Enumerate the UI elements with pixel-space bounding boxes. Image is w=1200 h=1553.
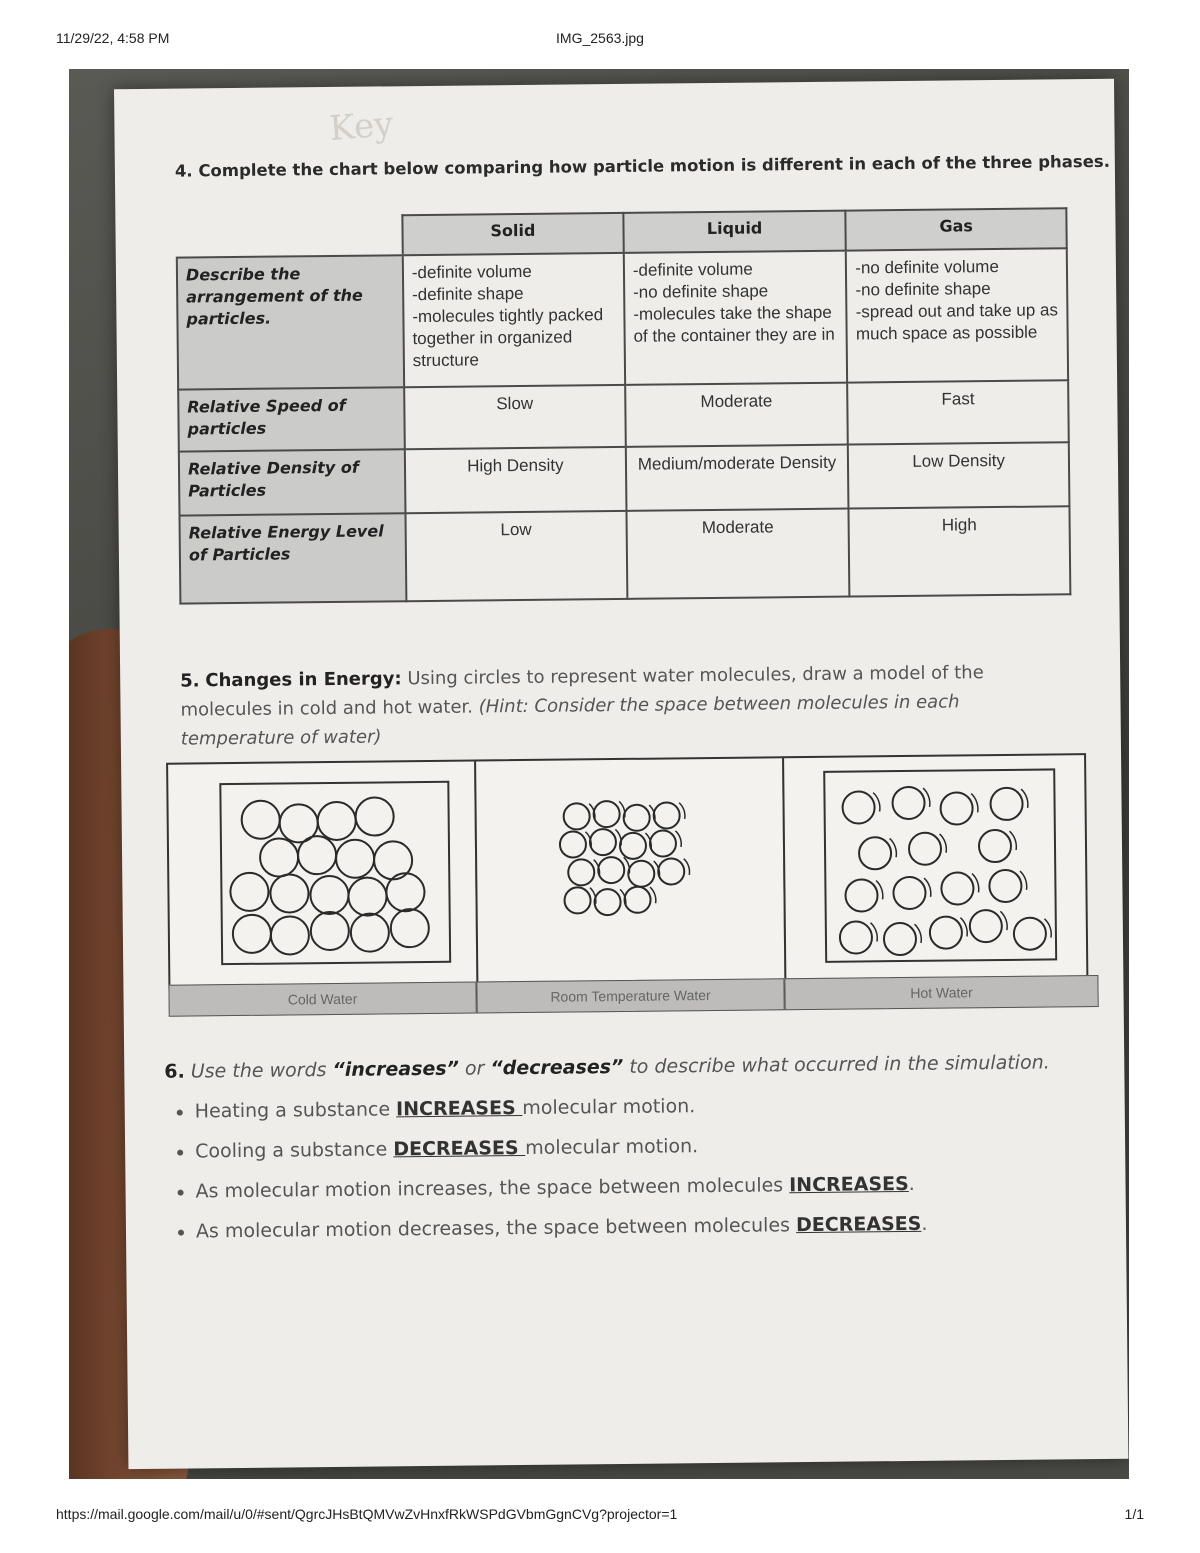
- key-mark: Key: [327, 104, 395, 150]
- molecule-circle: [241, 801, 279, 839]
- molecule-circle: [658, 858, 684, 884]
- cell-solid: -definite volume -definite shape -molecules tightly packed together in organized structure: [403, 253, 625, 387]
- molecule-circle: [351, 913, 389, 951]
- question-title: Changes in Energy:: [205, 668, 402, 692]
- phases-table: [175, 207, 1071, 604]
- hot-water-panel: [782, 753, 1088, 982]
- cell-liquid: Medium/moderate Density: [626, 445, 849, 511]
- word-decreases: “decreases”: [490, 1055, 624, 1080]
- header-liquid: Liquid: [623, 211, 846, 253]
- answer-prompt: Cooling a substance: [195, 1138, 394, 1163]
- caption-hot-water: Hot Water: [784, 975, 1098, 1010]
- print-page-count: 1/1: [1124, 1506, 1144, 1522]
- molecule-circle: [930, 916, 962, 948]
- print-datetime: 11/29/22, 4:58 PM: [56, 30, 170, 46]
- table-row: [178, 380, 1069, 451]
- caption-cold-water: Cold Water: [168, 981, 476, 1016]
- molecule-circle: [628, 861, 654, 887]
- molecule-circle: [598, 857, 624, 883]
- hot-water-drawing: [784, 755, 1086, 980]
- molecule-circle: [348, 877, 386, 915]
- answer-prompt-end: .: [921, 1212, 928, 1235]
- question-suffix: to describe what occurred in the simulation.: [629, 1051, 1050, 1078]
- molecule-circle: [845, 879, 877, 911]
- list-item: [195, 1131, 1095, 1162]
- question-text: Using circles to represent water molecules, draw a model of the molecules in cold and hot water.: [180, 662, 984, 721]
- question-hint: (Hint: Consider the space between molecules in each temperature of water): [180, 691, 960, 750]
- water-models: [166, 753, 1099, 1017]
- question-prefix: Use the words: [190, 1059, 327, 1083]
- molecule-circle: [970, 910, 1002, 942]
- row-label: Relative Density of Particles: [179, 449, 406, 515]
- pdf-header: [56, 30, 1144, 50]
- cold-water-drawing: [168, 762, 476, 987]
- cell-liquid: Moderate: [625, 383, 848, 447]
- cell-solid: Slow: [404, 385, 626, 449]
- question-4: [175, 151, 1115, 183]
- molecule-circle: [892, 787, 924, 819]
- molecule-circle: [941, 872, 973, 904]
- molecule-circle: [568, 859, 594, 885]
- row-label: Relative Energy Level of Particles: [179, 513, 406, 603]
- molecule-circle: [594, 889, 620, 915]
- molecule-circle: [840, 921, 872, 953]
- room-water-drawing: [476, 758, 784, 983]
- molecule-circle: [310, 876, 348, 914]
- print-filename: IMG_2563.jpg: [556, 30, 644, 46]
- molecule-circle: [624, 887, 650, 913]
- answer-prompt-end: .: [908, 1172, 915, 1195]
- molecule-circle: [989, 870, 1021, 902]
- cell-gas: Fast: [847, 380, 1068, 444]
- cell-liquid: -definite volume -no definite shape -molecules take the shape of the container they are in: [624, 251, 848, 385]
- answer-word: INCREASES: [396, 1097, 523, 1121]
- molecule-circle: [271, 916, 309, 954]
- molecule-circle: [859, 837, 891, 869]
- caption-room-water: Room Temperature Water: [476, 978, 784, 1013]
- molecule-circle: [391, 909, 429, 947]
- worksheet-paper: [114, 79, 1128, 1469]
- cell-liquid: Moderate: [626, 509, 849, 599]
- row-label: Relative Speed of particles: [178, 387, 404, 451]
- answer-prompt: As molecular motion increases, the space between molecules: [195, 1174, 790, 1203]
- molecule-circle: [979, 830, 1011, 862]
- question-6: [164, 1051, 1124, 1083]
- room-water-panel: [474, 756, 786, 985]
- table-row: [179, 442, 1070, 515]
- answer-word: INCREASES: [789, 1172, 909, 1197]
- molecule-circle: [594, 801, 620, 827]
- list-item: [195, 1091, 1095, 1122]
- molecule-circle: [233, 915, 271, 953]
- list-item: [195, 1171, 1095, 1202]
- word-or: or: [464, 1057, 485, 1080]
- answer-prompt-end: molecular motion.: [522, 1095, 696, 1120]
- molecule-circle: [311, 912, 349, 950]
- row-label: Describe the arrangement of the particles.: [177, 255, 404, 389]
- word-increases: “increases”: [332, 1057, 460, 1082]
- molecule-circle: [298, 836, 336, 874]
- molecule-circle: [355, 797, 393, 835]
- answer-word: DECREASES: [795, 1212, 922, 1237]
- molecule-circle: [564, 887, 590, 913]
- molecule-circle: [336, 840, 374, 878]
- print-url: https://mail.google.com/mail/u/0/#sent/QgrcJHsBtQMVwZvHnxfRkWSPdGVbmGgnCVg?projector=1: [56, 1506, 678, 1522]
- corner-cell: [176, 215, 402, 257]
- header-solid: Solid: [402, 213, 623, 255]
- worksheet-photo: [69, 69, 1129, 1479]
- question-number: 4.: [174, 161, 193, 181]
- molecule-circle: [884, 923, 916, 955]
- molecule-circle: [620, 833, 646, 859]
- molecule-circle: [990, 788, 1022, 820]
- question-number: 5.: [180, 670, 200, 692]
- list-item: [196, 1211, 1096, 1242]
- answer-prompt: Heating a substance: [194, 1098, 397, 1123]
- header-gas: Gas: [846, 208, 1067, 250]
- pdf-footer: [56, 1506, 1144, 1526]
- answer-list: [175, 1091, 1097, 1261]
- molecule-circle: [230, 873, 268, 911]
- molecule-circle: [842, 791, 874, 823]
- molecule-circle: [260, 838, 298, 876]
- question-text: Complete the chart below comparing how particle motion is different in each of the three phases.: [198, 151, 1111, 181]
- molecule-circle: [624, 805, 650, 831]
- cell-solid: Low: [405, 511, 627, 601]
- question-5: [180, 657, 1061, 753]
- question-number: 6.: [164, 1060, 185, 1083]
- molecule-circle: [590, 829, 616, 855]
- molecule-circle: [893, 877, 925, 909]
- molecule-circle: [909, 833, 941, 865]
- molecule-circle: [270, 874, 308, 912]
- answer-prompt: As molecular motion decreases, the space between molecules: [195, 1214, 797, 1243]
- molecule-circle: [318, 802, 356, 840]
- molecule-circle: [1014, 918, 1046, 950]
- answer-word: DECREASES: [393, 1136, 526, 1161]
- molecule-circle: [940, 792, 972, 824]
- cold-water-panel: [166, 759, 478, 988]
- table-row: [177, 248, 1068, 389]
- molecule-circle: [386, 873, 424, 911]
- cell-gas: Low Density: [848, 442, 1069, 508]
- cell-gas: -no definite volume -no definite shape -spread out and take up as much space as possible: [846, 248, 1068, 382]
- table-row: [179, 506, 1070, 603]
- cell-gas: High: [849, 506, 1071, 596]
- molecule-circle: [650, 830, 676, 856]
- molecule-circle: [560, 831, 586, 857]
- molecule-circle: [564, 803, 590, 829]
- answer-prompt-end: molecular motion.: [525, 1135, 699, 1159]
- cell-solid: High Density: [405, 447, 627, 513]
- molecule-circle: [654, 802, 680, 828]
